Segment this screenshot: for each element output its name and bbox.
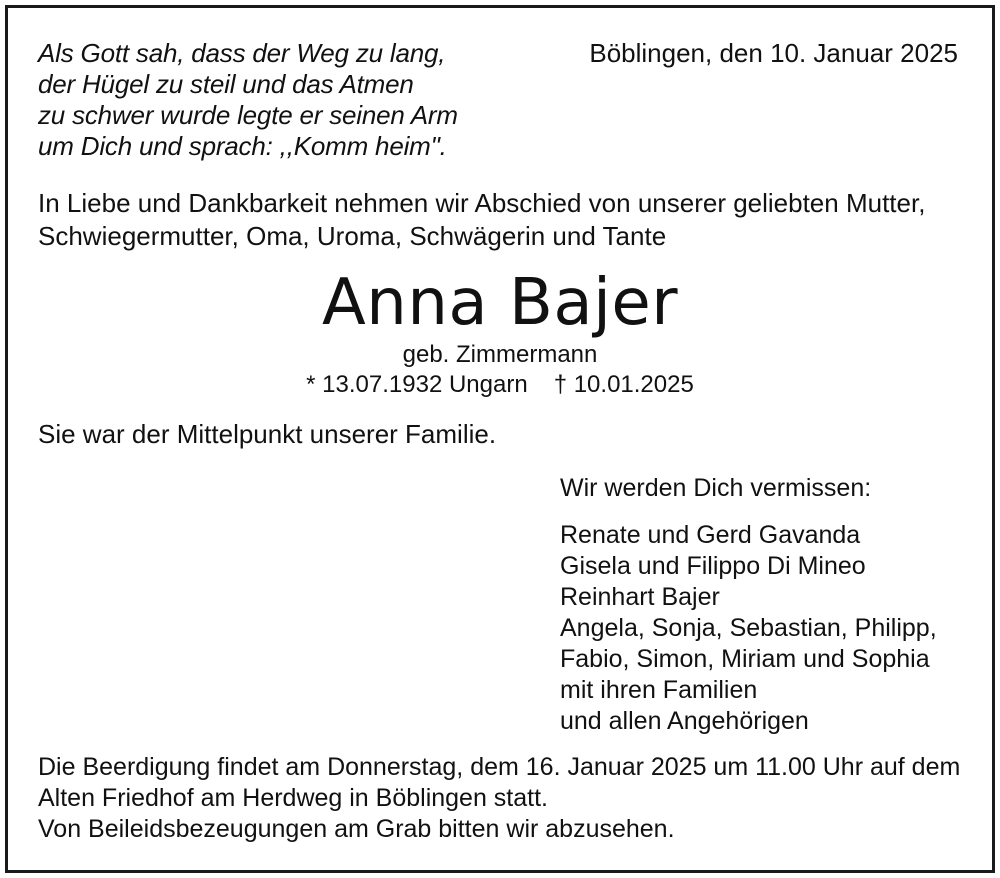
mourner-line: Fabio, Simon, Miriam und Sophia — [560, 645, 930, 673]
funeral-line: Alten Friedhof am Herdweg in Böblingen statt. — [38, 784, 548, 812]
mourners-block — [560, 473, 937, 737]
mourner-line: und allen Angehörigen — [560, 707, 809, 735]
poem-line: der Hügel zu steil und das Atmen — [38, 69, 414, 99]
death-date: † 10.01.2025 — [553, 371, 694, 398]
mourner-line: Renate und Gerd Gavanda — [560, 521, 861, 549]
place-date: Böblingen, den 10. Januar 2025 — [589, 38, 958, 68]
intro-line: In Liebe und Dankbarkeit nehmen wir Abschied von unserer geliebten Mutter, — [38, 188, 926, 218]
funeral-info — [38, 752, 960, 845]
mourners-list — [560, 520, 937, 737]
mourners-heading: Wir werden Dich vermissen: — [560, 474, 872, 502]
family-statement: Sie war der Mittelpunkt unserer Familie. — [38, 419, 497, 449]
poem-line: Als Gott sah, dass der Weg zu lang, — [38, 38, 446, 68]
mourner-line: mit ihren Familien — [560, 676, 758, 704]
mourner-line: Reinhart Bajer — [560, 583, 720, 611]
poem-line: um Dich und sprach: ,,Komm heim". — [38, 131, 447, 161]
life-dates — [8, 370, 992, 400]
intro-line: Schwiegermutter, Oma, Uroma, Schwägerin und Tante — [38, 221, 667, 251]
funeral-line: Von Beileidsbezeugungen am Grab bitten wir abzusehen. — [38, 815, 675, 843]
birth-date: * 13.07.1932 Ungarn — [306, 371, 528, 398]
birth-name: geb. Zimmermann — [402, 341, 598, 368]
deceased-name: Anna Bajer — [321, 266, 679, 340]
obituary-notice — [5, 5, 995, 873]
poem-line: zu schwer wurde legte er seinen Arm — [38, 100, 458, 130]
intro-text — [38, 187, 925, 253]
mourner-line: Angela, Sonja, Sebastian, Philipp, — [560, 614, 937, 642]
mourner-line: Gisela und Filippo Di Mineo — [560, 552, 866, 580]
poem — [38, 38, 458, 162]
funeral-line: Die Beerdigung findet am Donnerstag, dem 16. Januar 2025 um 11.00 Uhr auf dem — [38, 753, 961, 781]
